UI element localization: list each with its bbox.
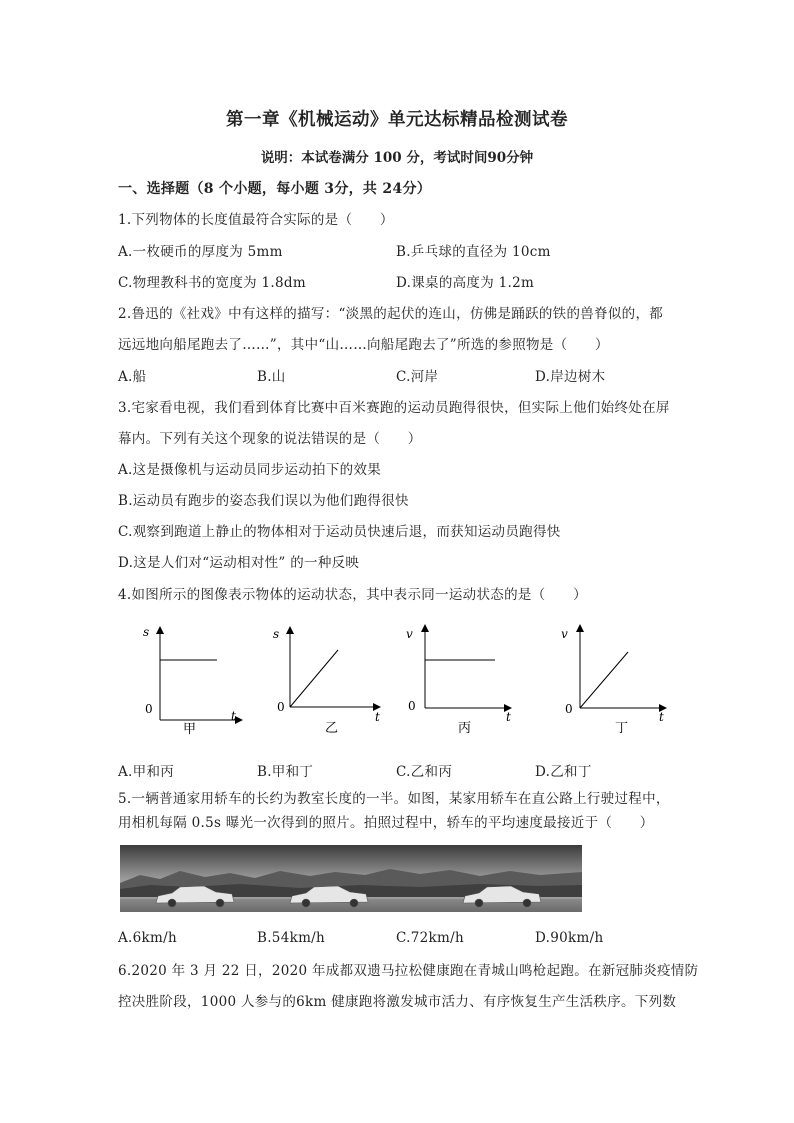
q1-option-b: B.乒乓球的直径为 10cm (396, 244, 551, 260)
graph-ding-caption: 丁 (615, 721, 629, 736)
graph-jia (135, 620, 250, 740)
q3-option-d: D.这是人们对“运动相对性” 的一种反映 (118, 555, 360, 571)
q6-stem-line2: 控决胜阶段，1000 人参与的6km 健康跑将激发城市活力、有序恢复生产生活秩序。下列数 (118, 994, 677, 1010)
q2-option-b: B.山 (257, 369, 286, 385)
q1-option-c: C.物理教科书的宽度为 1.8dm (118, 275, 306, 291)
q3-option-b: B.运动员有跑步的姿态我们误以为他们跑得很快 (118, 493, 409, 509)
graph-yi-line (290, 650, 338, 707)
graph-ding-origin: 0 (565, 702, 573, 716)
exam-title: 第一章《机械运动》单元达标精品检测试卷 (226, 110, 568, 130)
q4-stem: 4.如图所示的图像表示物体的运动状态，其中表示同一运动状态的是（ ） (118, 587, 587, 603)
graph-yi-origin: 0 (277, 700, 285, 714)
q5-stem-line2: 用相机每隔 0.5s 曝光一次得到的照片。拍照过程中，轿车的平均速度最接近于（ ） (118, 815, 654, 831)
q4-option-a: A.甲和丙 (118, 764, 175, 780)
graph-bing-ylabel: v (406, 627, 413, 641)
graph-jia-caption: 甲 (183, 722, 197, 737)
q4-option-b: B.甲和丁 (257, 764, 314, 780)
q5-option-d: D.90km/h (535, 930, 604, 946)
graph-ding-line (580, 652, 628, 708)
q6-stem-line1: 6.2020 年 3 月 22 日，2020 年成都双遗马拉松健康跑在青城山鸣枪起跑。在新冠肺炎疫情防 (118, 963, 699, 979)
graph-yi (265, 620, 385, 740)
graph-yi-caption: 乙 (325, 721, 339, 736)
graph-bing-origin: 0 (408, 699, 416, 713)
q5-stem-line1: 5.一辆普通家用轿车的长约为教室长度的一半。如图，某家用轿车在直公路上行驶过程中， (118, 791, 670, 807)
graph-jia-xlabel: t (231, 709, 236, 723)
q3-option-c: C.观察到跑道上静止的物体相对于运动员快速后退，而获知运动员跑得快 (118, 524, 561, 540)
q5-option-c: C.72km/h (396, 930, 464, 946)
q2-option-a: A.船 (118, 369, 147, 385)
q1-option-a: A.一枚硬币的厚度为 5mm (118, 244, 283, 260)
graph-ding-ylabel: v (561, 627, 568, 641)
q4-option-c: C.乙和丙 (396, 764, 453, 780)
graph-yi-xlabel: t (375, 710, 380, 724)
car-multiexposure-photo (120, 845, 582, 912)
q4-option-d: D.乙和丁 (535, 764, 592, 780)
q3-stem-line2: 幕内。下列有关这个现象的说法错误的是（ ） (118, 431, 422, 447)
graph-ding (555, 620, 675, 740)
graph-jia-ylabel: s (143, 625, 150, 639)
q2-stem-line1: 2.鲁迅的《社戏》中有这样的描写：“淡黑的起伏的连山，仿佛是踊跃的铁的兽脊似的，都 (118, 306, 664, 322)
q1-option-d: D.课桌的高度为 1.2m (396, 275, 535, 291)
q3-option-a: A.这是摄像机与运动员同步运动拍下的效果 (118, 462, 382, 478)
exam-subtitle: 说明：本试卷满分 100 分，考试时间90分钟 (260, 150, 534, 166)
graph-bing-xlabel: t (506, 710, 511, 724)
q1-stem: 1.下列物体的长度值最符合实际的是（ ） (118, 212, 394, 228)
q2-option-d: D.岸边树木 (535, 369, 606, 385)
graph-bing-caption: 丙 (458, 721, 472, 736)
graph-yi-ylabel: s (273, 627, 280, 641)
q2-stem-line2: 远远地向船尾跑去了……”，其中“山……向船尾跑去了”所选的参照物是（ ） (118, 337, 609, 353)
graph-bing (400, 620, 520, 740)
section-heading: 一、选择题（8 个小题，每小题 3分，共 24分） (118, 181, 432, 197)
graph-ding-xlabel: t (659, 710, 664, 724)
q3-stem-line1: 3.宅家看电视，我们看到体育比赛中百米赛跑的运动员跑得很快，但实际上他们始终处在屏 (118, 400, 670, 416)
q5-option-b: B.54km/h (257, 930, 326, 946)
graph-jia-origin: 0 (145, 702, 153, 716)
q5-option-a: A.6km/h (118, 930, 177, 946)
q2-option-c: C.河岸 (396, 369, 439, 385)
